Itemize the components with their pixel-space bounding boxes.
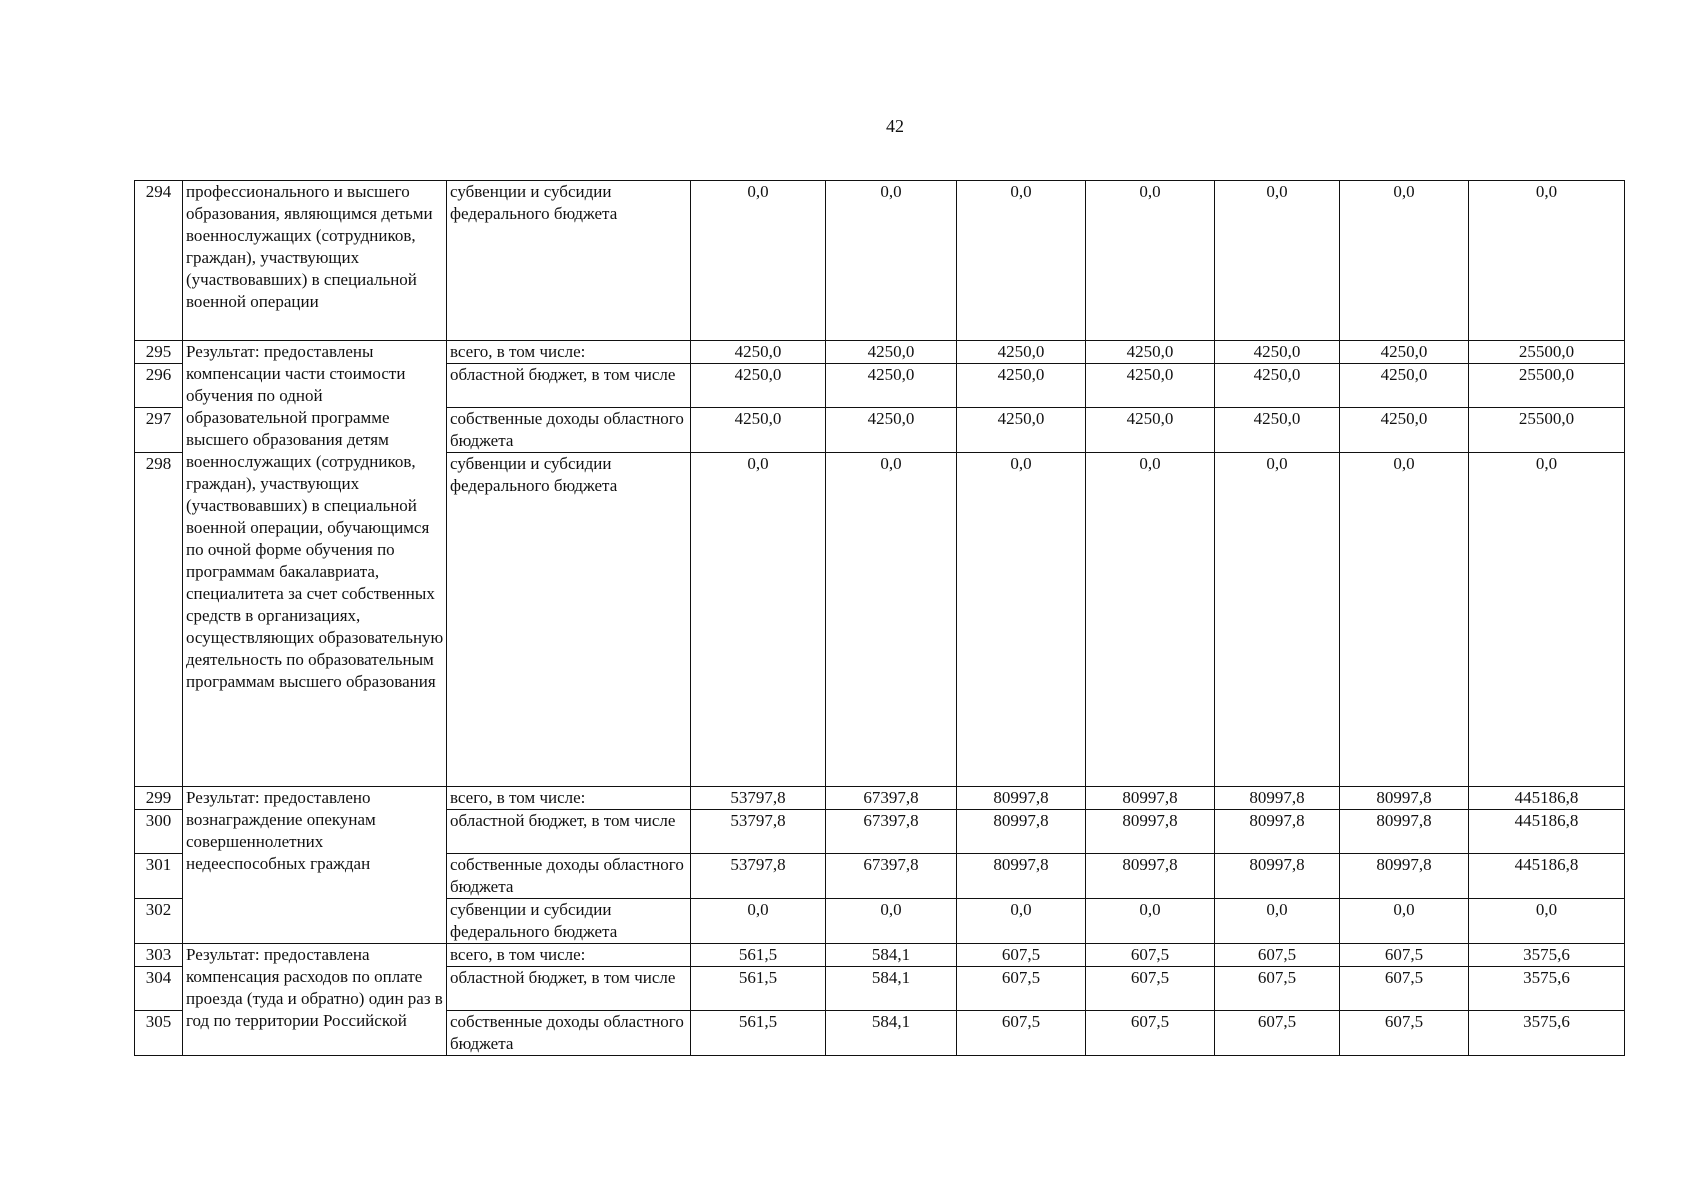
value-cell: 607,5 <box>957 967 1086 1011</box>
value-cell: 0,0 <box>1215 181 1340 341</box>
result-description: профессионального и высшего образования, являющимся детьми военнослужащих (сотрудников, граждан), участвующих (участвовавших) в специальной военной операции <box>183 181 447 341</box>
value-cell: 561,5 <box>691 944 826 967</box>
value-cell: 4250,0 <box>1215 408 1340 453</box>
total-cell: 3575,6 <box>1469 967 1625 1011</box>
value-cell: 4250,0 <box>957 364 1086 408</box>
value-cell: 4250,0 <box>957 341 1086 364</box>
table-row <box>135 944 1625 967</box>
value-cell: 80997,8 <box>1340 854 1469 899</box>
value-cell: 80997,8 <box>1086 854 1215 899</box>
funding-source: собственные доходы областного бюджета <box>447 1011 691 1056</box>
value-cell: 4250,0 <box>691 341 826 364</box>
value-cell: 607,5 <box>1086 967 1215 1011</box>
table-row <box>135 181 1625 341</box>
funding-source: областной бюджет, в том числе <box>447 967 691 1011</box>
funding-source: собственные доходы областного бюджета <box>447 854 691 899</box>
value-cell: 4250,0 <box>1215 341 1340 364</box>
value-cell: 80997,8 <box>957 810 1086 854</box>
total-cell: 3575,6 <box>1469 944 1625 967</box>
funding-source: субвенции и субсидии федерального бюджета <box>447 899 691 944</box>
value-cell: 80997,8 <box>1086 787 1215 810</box>
value-cell: 0,0 <box>691 181 826 341</box>
value-cell: 607,5 <box>1340 1011 1469 1056</box>
row-number: 301 <box>135 854 183 899</box>
value-cell: 80997,8 <box>1215 810 1340 854</box>
row-number: 304 <box>135 967 183 1011</box>
total-cell: 25500,0 <box>1469 341 1625 364</box>
value-cell: 0,0 <box>1086 899 1215 944</box>
value-cell: 4250,0 <box>1086 341 1215 364</box>
value-cell: 4250,0 <box>826 364 957 408</box>
value-cell: 67397,8 <box>826 854 957 899</box>
value-cell: 0,0 <box>826 453 957 787</box>
value-cell: 67397,8 <box>826 787 957 810</box>
value-cell: 607,5 <box>1086 1011 1215 1056</box>
value-cell: 0,0 <box>1086 181 1215 341</box>
value-cell: 607,5 <box>1215 944 1340 967</box>
value-cell: 0,0 <box>957 899 1086 944</box>
value-cell: 0,0 <box>1215 899 1340 944</box>
funding-source: областной бюджет, в том числе <box>447 810 691 854</box>
value-cell: 67397,8 <box>826 810 957 854</box>
total-cell: 25500,0 <box>1469 408 1625 453</box>
value-cell: 4250,0 <box>1340 408 1469 453</box>
row-number: 302 <box>135 899 183 944</box>
value-cell: 53797,8 <box>691 810 826 854</box>
funding-source: собственные доходы областного бюджета <box>447 408 691 453</box>
table-row <box>135 341 1625 364</box>
value-cell: 584,1 <box>826 967 957 1011</box>
row-number: 298 <box>135 453 183 787</box>
value-cell: 53797,8 <box>691 787 826 810</box>
value-cell: 53797,8 <box>691 854 826 899</box>
value-cell: 607,5 <box>1340 967 1469 1011</box>
value-cell: 80997,8 <box>1215 854 1340 899</box>
row-number: 305 <box>135 1011 183 1056</box>
value-cell: 4250,0 <box>1340 341 1469 364</box>
funding-source: субвенции и субсидии федерального бюджета <box>447 181 691 341</box>
row-number: 297 <box>135 408 183 453</box>
row-number: 296 <box>135 364 183 408</box>
row-number: 295 <box>135 341 183 364</box>
value-cell: 4250,0 <box>957 408 1086 453</box>
total-cell: 0,0 <box>1469 453 1625 787</box>
value-cell: 0,0 <box>1086 453 1215 787</box>
value-cell: 607,5 <box>1086 944 1215 967</box>
total-cell: 0,0 <box>1469 181 1625 341</box>
table-row <box>135 787 1625 810</box>
value-cell: 80997,8 <box>1340 810 1469 854</box>
value-cell: 4250,0 <box>691 408 826 453</box>
value-cell: 0,0 <box>1340 899 1469 944</box>
value-cell: 4250,0 <box>1215 364 1340 408</box>
total-cell: 445186,8 <box>1469 854 1625 899</box>
row-number: 300 <box>135 810 183 854</box>
value-cell: 80997,8 <box>1340 787 1469 810</box>
result-description: Результат: предоставлена компенсация расходов по оплате проезда (туда и обратно) один раз в год по территории Российской <box>183 944 447 1056</box>
total-cell: 3575,6 <box>1469 1011 1625 1056</box>
value-cell: 80997,8 <box>1215 787 1340 810</box>
value-cell: 4250,0 <box>826 408 957 453</box>
value-cell: 4250,0 <box>691 364 826 408</box>
value-cell: 0,0 <box>826 899 957 944</box>
value-cell: 607,5 <box>1340 944 1469 967</box>
funding-source: всего, в том числе: <box>447 787 691 810</box>
row-number: 294 <box>135 181 183 341</box>
value-cell: 0,0 <box>1215 453 1340 787</box>
row-number: 299 <box>135 787 183 810</box>
funding-source: областной бюджет, в том числе <box>447 364 691 408</box>
value-cell: 4250,0 <box>1086 364 1215 408</box>
total-cell: 445186,8 <box>1469 787 1625 810</box>
value-cell: 0,0 <box>957 181 1086 341</box>
total-cell: 445186,8 <box>1469 810 1625 854</box>
value-cell: 584,1 <box>826 1011 957 1056</box>
value-cell: 80997,8 <box>957 854 1086 899</box>
value-cell: 0,0 <box>1340 453 1469 787</box>
value-cell: 80997,8 <box>1086 810 1215 854</box>
value-cell: 607,5 <box>1215 1011 1340 1056</box>
page-number: 42 <box>886 116 904 136</box>
value-cell: 0,0 <box>1340 181 1469 341</box>
value-cell: 561,5 <box>691 967 826 1011</box>
value-cell: 607,5 <box>1215 967 1340 1011</box>
value-cell: 561,5 <box>691 1011 826 1056</box>
value-cell: 4250,0 <box>826 341 957 364</box>
value-cell: 607,5 <box>957 1011 1086 1056</box>
value-cell: 607,5 <box>957 944 1086 967</box>
funding-source: всего, в том числе: <box>447 944 691 967</box>
value-cell: 80997,8 <box>957 787 1086 810</box>
value-cell: 4250,0 <box>1340 364 1469 408</box>
value-cell: 0,0 <box>691 453 826 787</box>
funding-source: субвенции и субсидии федерального бюджета <box>447 453 691 787</box>
value-cell: 0,0 <box>826 181 957 341</box>
result-description: Результат: предоставлены компенсации части стоимости обучения по одной образовательной программе высшего образования детям военнослужащих (сотрудников, граждан), участвующих (участвовавших) в специальной военной операции, обучающимся по очной форме обучения по программам бакалавриата, специалитета за счет собственных средств в организациях, осуществляющих образовательную деятельность по образовательным программам высшего образования <box>183 341 447 787</box>
value-cell: 4250,0 <box>1086 408 1215 453</box>
value-cell: 0,0 <box>957 453 1086 787</box>
total-cell: 25500,0 <box>1469 364 1625 408</box>
row-number: 303 <box>135 944 183 967</box>
value-cell: 584,1 <box>826 944 957 967</box>
value-cell: 0,0 <box>691 899 826 944</box>
funding-source: всего, в том числе: <box>447 341 691 364</box>
result-description: Результат: предоставлено вознаграждение опекунам совершеннолетних недееспособных граждан <box>183 787 447 944</box>
budget-table <box>134 180 1625 1056</box>
total-cell: 0,0 <box>1469 899 1625 944</box>
